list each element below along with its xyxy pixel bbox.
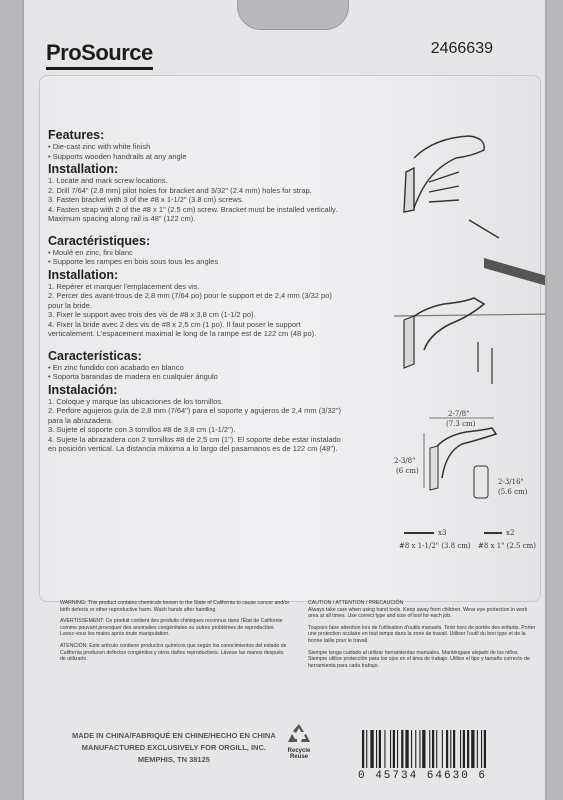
city-text: MEMPHIS, TN 38125 <box>137 755 210 764</box>
barcode-bar <box>401 730 403 768</box>
bracket-plate-icon <box>404 168 414 212</box>
barcode-bar <box>422 730 425 768</box>
french-section <box>48 234 348 339</box>
barcode-bar <box>484 730 486 768</box>
barcode-number: 0 45734 64630 6 <box>358 770 488 782</box>
features-title: Caractéristiques: <box>48 233 151 248</box>
barcode-bar <box>442 730 443 768</box>
features-title: Features: <box>48 128 105 142</box>
list-item: 2. Perfore agujeros guía de 2,8 mm (7/64") para el soporte y agujeros de 2,4 mm (3/32") para la abrazadera. <box>48 406 341 425</box>
list-item: 4. Fixer la bride avec 2 des vis de #8 x 2,5 cm (1 po). Il faut poser le support verticalement. L'espacement maximal le long de la rampe est de 122 cm (48 po). <box>48 319 317 338</box>
installation-steps <box>48 397 348 454</box>
bracket-icon <box>412 298 484 350</box>
reuse-label: Reuse <box>289 754 308 760</box>
caution-spanish: Siempre tenga cuidado al utilizar herramientas manuales. Manténgase alejado de los niños. Siempre utilice protección para los ojos en el área de trabajo. Utilice el tipo y tamaño correcto de herramienta para cada trabajo. <box>308 649 530 669</box>
warning-text: WARNING: This product contains chemicals known to the State of California to cause cancer and/or birth defects or other reproductive harm. Wash hands after handling. <box>60 600 290 613</box>
screw-icon <box>469 220 499 238</box>
features-list <box>48 363 348 382</box>
list-item: 1. Coloque y marque las ubicaciones de los tornillos. <box>48 396 224 406</box>
spanish-section <box>48 349 348 454</box>
caution-column <box>308 600 538 674</box>
strap-label: 2-3/16" <box>498 478 524 486</box>
barcode-bar <box>446 730 448 768</box>
bracket-plate-icon <box>404 316 414 368</box>
list-item: 2. Percer des avant-trous de 2,8 mm (7/64 po) pour le support et de 2,4 mm (3/32 po) pour la bride. <box>48 291 332 310</box>
barcode-bar <box>453 730 455 768</box>
list-item: 3. Fixer le support avec trois des vis de #8 x 3,8 cm (1-1/2 po). <box>48 310 256 319</box>
barcode-bar <box>415 730 416 768</box>
atencion-text: ATENCIÓN: Este artículo contiene productos químicos que según los conocimientos del estado de California producen defectos congénitos y otros daños reproductivos. Lávese las manos después de utilizarlo. <box>60 642 287 663</box>
manufactured-for-text: MANUFACTURED EXCLUSIVELY FOR ORGILL, INC. <box>81 743 266 752</box>
barcode-bar <box>390 730 391 768</box>
barcode-bar <box>384 730 385 768</box>
barcode-bar <box>362 730 364 768</box>
caution-french: Toujours faire attention lors de l'utilisation d'outils manuels. Tenir hors de portée des enfants. Porter une protection oculaire en tout temps dans la zone de travail. Utiliser l'outil du bon type et de la bonne taille pour le travail. <box>308 624 536 644</box>
features-title: Características: <box>48 348 142 363</box>
list-item: 1. Repérer et marquer l'emplacement des vis. <box>48 281 200 291</box>
barcode-bar <box>379 730 381 768</box>
barcode-bar <box>429 730 430 768</box>
manufacturer-info <box>72 730 276 766</box>
barcode <box>358 730 544 768</box>
header <box>46 40 523 68</box>
dimension-diagram <box>394 410 536 550</box>
height-label: 2-3/8" <box>394 457 416 465</box>
screw-icon <box>429 186 459 192</box>
barcode-bar <box>376 730 377 768</box>
list-item: • Supports wooden handrails at any angle <box>48 152 348 162</box>
barcode-bar <box>460 730 461 768</box>
barcode-bar <box>436 730 437 768</box>
installation-title: Installation: <box>48 267 119 282</box>
list-item: 4. Sujete la abrazadera con 2 tornillos #8 de 2,5 cm (1"). El soporte debe estar instalado en posición vertical. La distancia máxima a lo largo del pasamanos es de 122 cm (48"). <box>48 434 341 453</box>
list-item: • Supporte les rampes en bois sous tous les angles <box>48 257 348 267</box>
screw2-label: #8 x 1" (2.5 cm) <box>478 542 536 550</box>
barcode-bar <box>397 730 398 768</box>
caution-english: Always take care when using hand tools. Keep away from children. Wear eye protection in work area at all times. Use correct type and size of tool for each job. <box>308 606 528 620</box>
brand-logo: ProSource <box>46 40 153 70</box>
width-metric-label: (7.3 cm) <box>446 420 476 428</box>
barcode-bar <box>411 730 412 768</box>
barcode-bar <box>419 730 420 768</box>
installation-title: Instalación: <box>48 382 118 397</box>
recycle-logo <box>279 722 319 760</box>
recycle-label: Recycle <box>287 748 311 754</box>
features-list <box>48 142 348 161</box>
barcode-bar <box>477 730 478 768</box>
installed-bracket-diagram <box>394 258 547 384</box>
product-illustrations <box>374 128 547 558</box>
recycle-icon <box>286 722 312 746</box>
instructions <box>48 128 348 464</box>
handrail-icon <box>484 258 547 288</box>
english-section <box>48 128 348 224</box>
strap-metric-label: (5.6 cm) <box>498 488 528 496</box>
installation-steps <box>48 282 348 339</box>
width-label: 2-7/8" <box>448 410 470 418</box>
sku-number: 2466639 <box>430 40 493 57</box>
installation-steps <box>48 176 348 224</box>
list-item: 1. Locate and mark screw locations. <box>48 176 168 185</box>
package-card <box>22 0 547 800</box>
list-item: • Soporta barandas de madera en cualquier ángulo <box>48 372 348 382</box>
hang-hole <box>237 0 349 30</box>
made-in-text: MADE IN CHINA/FABRIQUÉ EN CHINE/HECHO EN CHINA <box>72 731 276 740</box>
height-metric-label: (6 cm) <box>396 467 419 475</box>
barcode-bar <box>463 730 465 768</box>
caution-title: CAUTION / ATTENTION / PRECAUCIÓN <box>308 600 404 606</box>
barcode-bar <box>450 730 451 768</box>
list-item: 3. Sujete el soporte con 3 tornillos #8 de 3,8 cm (1-1/2"). <box>48 425 236 434</box>
barcode-bar <box>471 730 474 768</box>
list-item: 2. Drill 7/64" (2.8 mm) pilot holes for bracket and 3/32" (2.4 mm) holes for strap. <box>48 185 312 195</box>
barcode-bar <box>405 730 408 768</box>
list-item: 4. Fasten strap with 2 of the #8 x 1" (2.5 cm) screw. Bracket must be installed vertically. Maximum spacing along rail is 48" (122 cm). <box>48 204 338 223</box>
screw-icon <box>429 200 459 202</box>
barcode-bar <box>481 730 482 768</box>
warning-column <box>60 600 290 668</box>
screw1-qty: x3 <box>438 529 447 537</box>
avertissement-text: AVERTISSEMENT: Ce produit contient des produits chimiques reconnus dans l'État de Californie comme pouvant provoquer des anomalies congénitales ou autres problèmes de reproduction. Lavez-vous les mains après toute manipulation. <box>60 618 283 638</box>
barcode-bar <box>370 730 373 768</box>
screw1-label: #8 x 1-1/2" (3.8 cm) <box>399 542 471 550</box>
bracket-plate-icon <box>430 446 438 490</box>
strap-icon <box>474 466 488 498</box>
list-item: 3. Fasten bracket with 3 of the #8 x 1-1/2" (3.8 cm) screws. <box>48 195 244 204</box>
barcode-bar <box>432 730 434 768</box>
list-item: • En zinc fundido con acabado en blanco <box>48 363 348 373</box>
screw2-qty: x2 <box>506 529 515 537</box>
barcode-bar <box>393 730 395 768</box>
bracket-arm-icon <box>414 136 484 208</box>
legal-text <box>60 600 540 700</box>
features-list <box>48 248 348 267</box>
list-item: • Die-cast zinc with white finish <box>48 142 348 152</box>
installation-title: Installation: <box>48 162 119 176</box>
barcode-bar <box>467 730 469 768</box>
barcode-bar <box>366 730 367 768</box>
list-item: • Moulé en zinc, fini blanc <box>48 248 348 258</box>
exploded-bracket-diagram <box>404 136 499 238</box>
